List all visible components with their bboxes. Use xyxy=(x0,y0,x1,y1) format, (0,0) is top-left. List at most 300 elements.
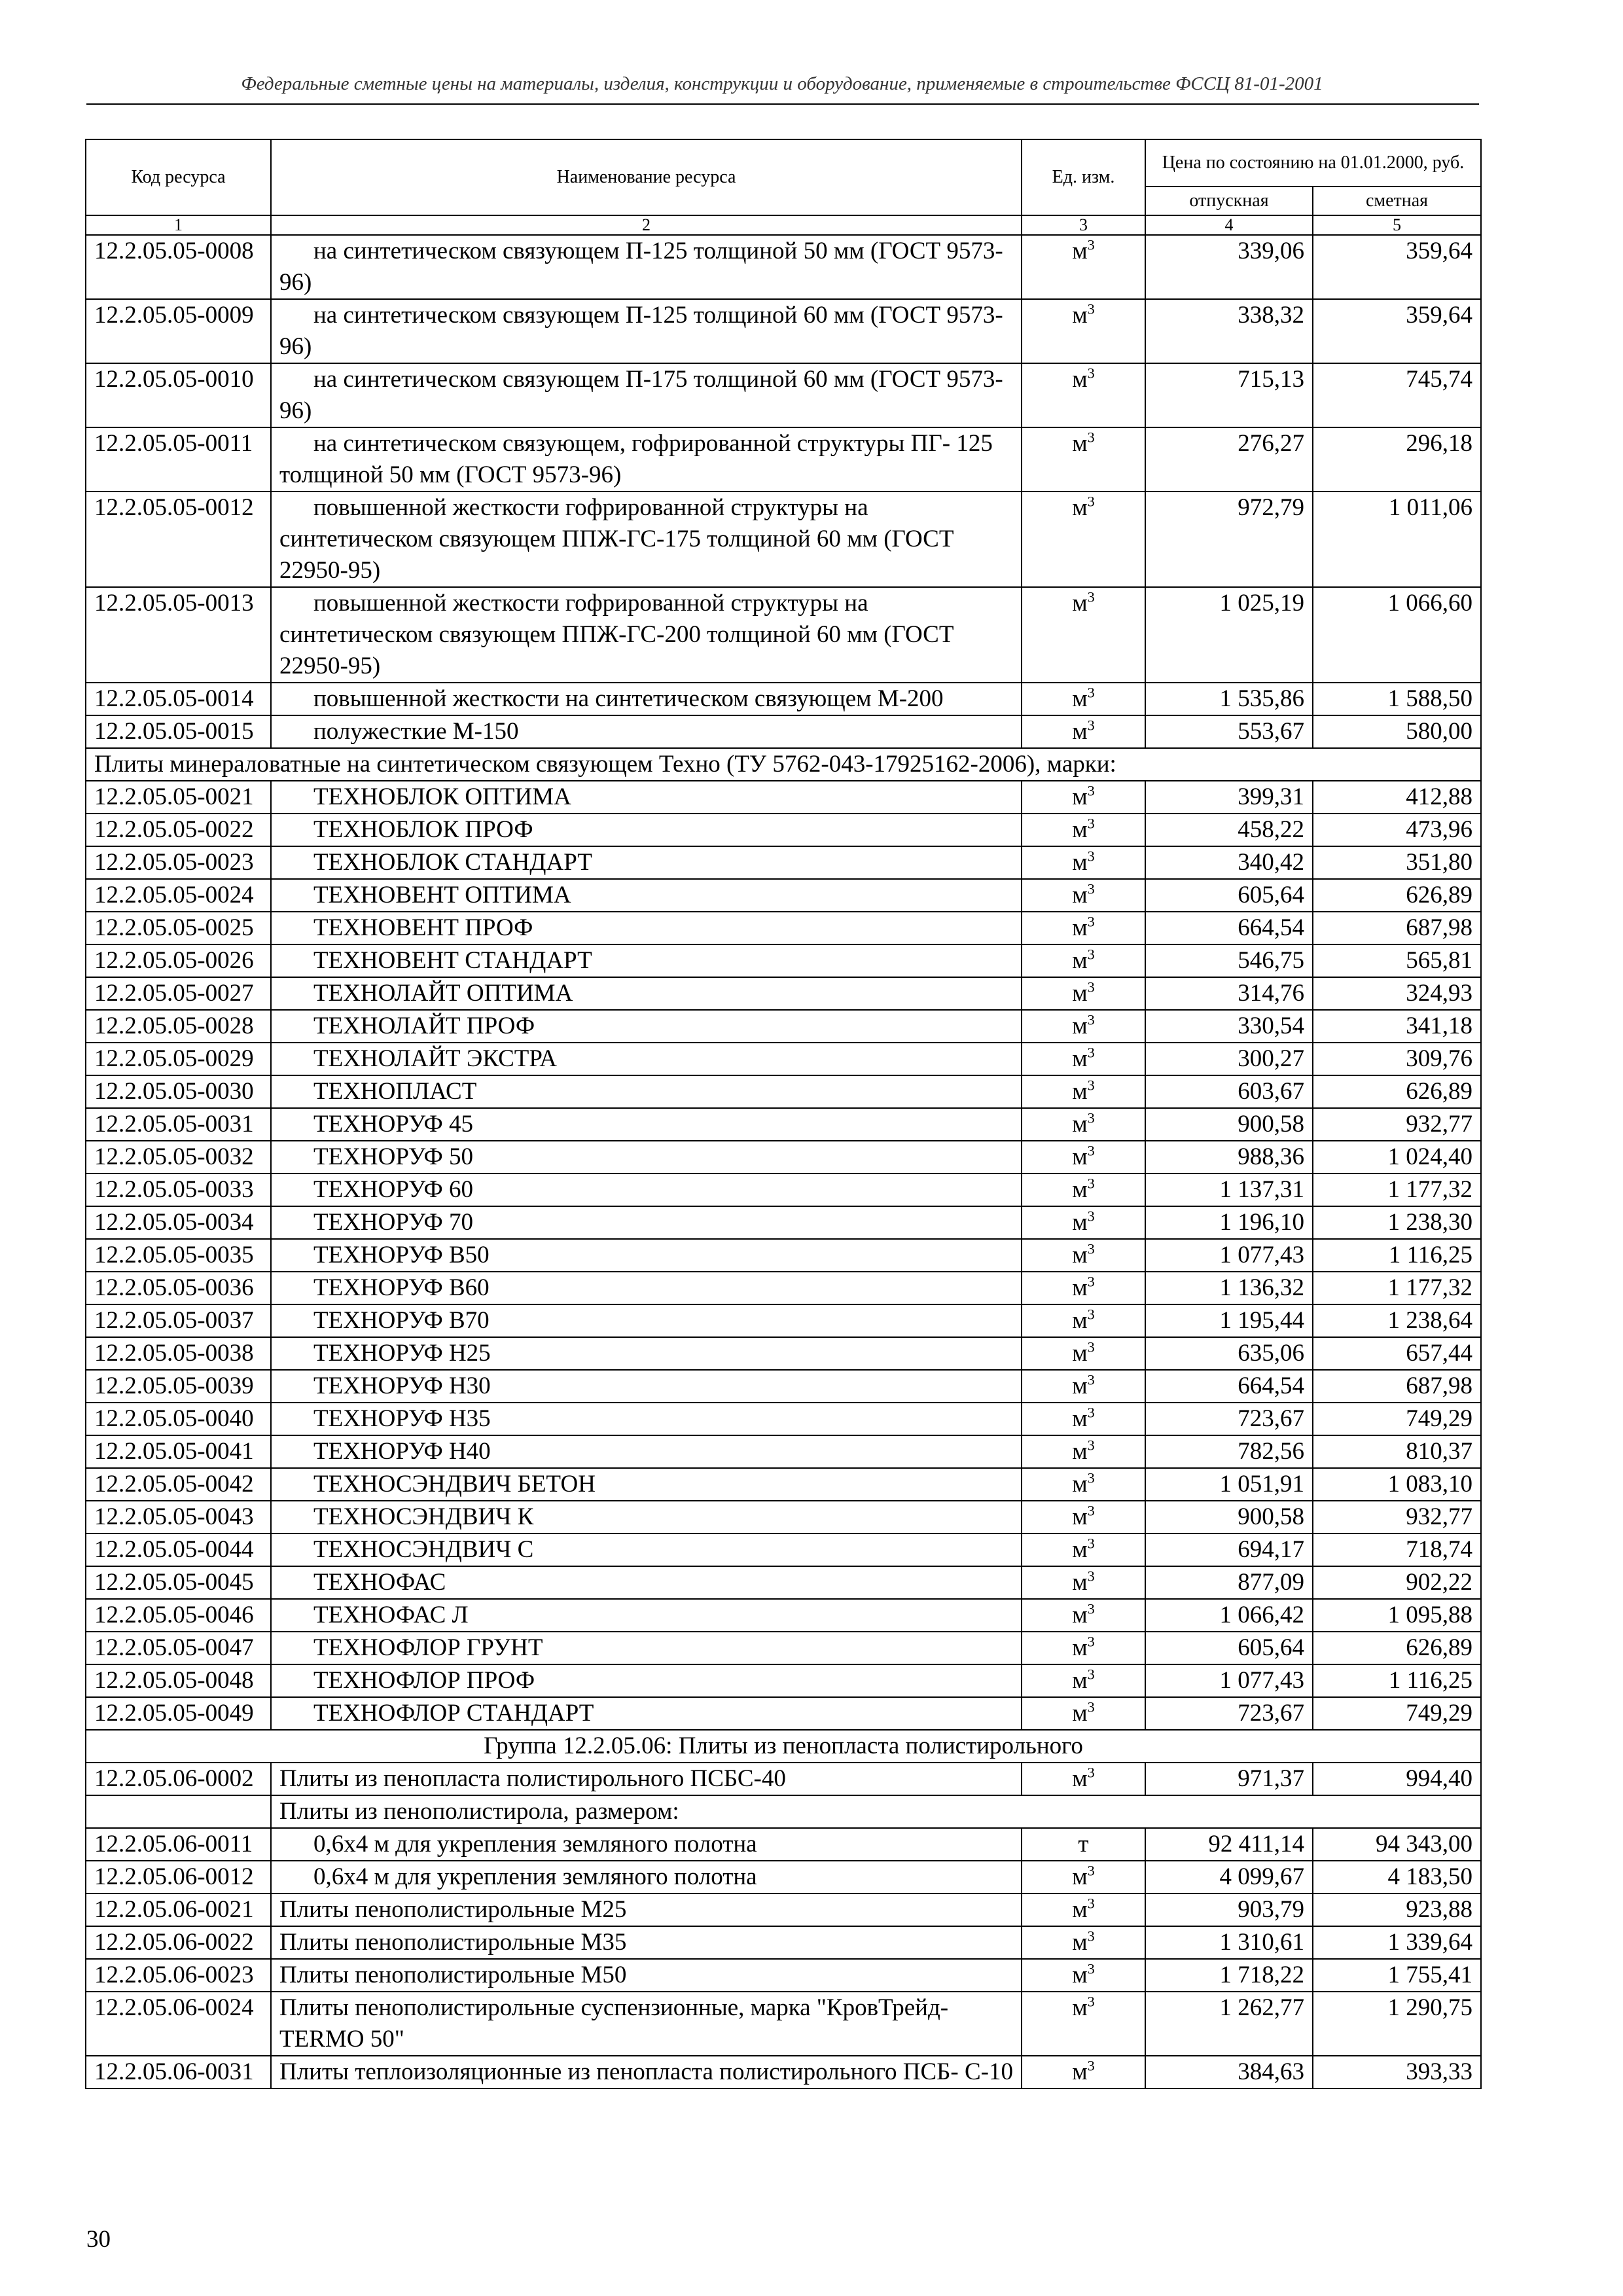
resource-name: ТЕХНОСЭНДВИЧ К xyxy=(271,1501,1022,1534)
table-row xyxy=(86,1239,1481,1272)
resource-code: 12.2.05.05-0035 xyxy=(86,1239,271,1272)
resource-name: ТЕХНОСЭНДВИЧ С xyxy=(271,1534,1022,1566)
table-row xyxy=(86,1893,1481,1926)
unit-label: м xyxy=(1072,1242,1088,1268)
release-price: 605,64 xyxy=(1145,879,1313,912)
unit-cell xyxy=(1022,1403,1145,1435)
column-number: 4 xyxy=(1145,215,1313,235)
unit-label: м xyxy=(1072,1405,1088,1432)
release-price: 1 025,19 xyxy=(1145,587,1313,683)
resource-code: 12.2.05.05-0046 xyxy=(86,1599,271,1632)
unit-label: м xyxy=(1072,494,1088,521)
unit-label: м xyxy=(1072,783,1088,810)
header-code: Код ресурса xyxy=(86,139,271,215)
unit-exponent: 3 xyxy=(1087,1568,1095,1585)
unit-label: м xyxy=(1072,718,1088,745)
release-price: 92 411,14 xyxy=(1145,1828,1313,1861)
release-price: 4 099,67 xyxy=(1145,1861,1313,1893)
table-row xyxy=(86,683,1481,715)
resource-code: 12.2.05.05-0034 xyxy=(86,1206,271,1239)
unit-label: м xyxy=(1072,238,1088,264)
resource-name: Плиты теплоизоляционные из пенопласта полистирольного ПСБ- С-10 xyxy=(271,2056,1022,2089)
unit-exponent: 3 xyxy=(1087,946,1095,963)
unit-label: м xyxy=(1072,1471,1088,1498)
estimate-price: 902,22 xyxy=(1313,1566,1481,1599)
release-price: 988,36 xyxy=(1145,1141,1313,1174)
unit-cell xyxy=(1022,1174,1145,1206)
table-row xyxy=(86,1566,1481,1599)
resource-name: ТЕХНОРУФ 45 xyxy=(271,1108,1022,1141)
header-estimate-price: сметная xyxy=(1313,187,1481,215)
release-price: 1 077,43 xyxy=(1145,1239,1313,1272)
table-row xyxy=(86,846,1481,879)
column-number: 3 xyxy=(1022,215,1145,235)
unit-label: м xyxy=(1072,1602,1088,1628)
estimate-price: 1 238,64 xyxy=(1313,1304,1481,1337)
estimate-price: 687,98 xyxy=(1313,912,1481,944)
release-price: 1 066,42 xyxy=(1145,1599,1313,1632)
resource-name: на синтетическом связующем, гофрированной структуры ПГ- 125 толщиной 50 мм (ГОСТ 9573-96) xyxy=(271,427,1022,492)
table-row xyxy=(86,1010,1481,1043)
empty-code-cell xyxy=(86,1795,271,1828)
unit-exponent: 3 xyxy=(1087,1273,1095,1290)
unit-cell xyxy=(1022,1206,1145,1239)
release-price: 339,06 xyxy=(1145,235,1313,299)
resource-name: ТЕХНОЛАЙТ ОПТИМА xyxy=(271,977,1022,1010)
unit-exponent: 3 xyxy=(1087,588,1095,605)
resource-code: 12.2.05.06-0012 xyxy=(86,1861,271,1893)
release-price: 1 535,86 xyxy=(1145,683,1313,715)
release-price: 553,67 xyxy=(1145,715,1313,748)
unit-exponent: 3 xyxy=(1087,1502,1095,1519)
table-row xyxy=(86,1403,1481,1435)
unit-label: м xyxy=(1072,1078,1088,1105)
release-price: 314,76 xyxy=(1145,977,1313,1010)
unit-exponent: 3 xyxy=(1087,1371,1095,1388)
release-price: 1 195,44 xyxy=(1145,1304,1313,1337)
resource-name: ТЕХНОБЛОК ОПТИМА xyxy=(271,781,1022,814)
release-price: 1 196,10 xyxy=(1145,1206,1313,1239)
release-price: 635,06 xyxy=(1145,1337,1313,1370)
unit-exponent: 3 xyxy=(1087,1208,1095,1225)
release-price: 399,31 xyxy=(1145,781,1313,814)
unit-cell xyxy=(1022,1010,1145,1043)
release-price: 972,79 xyxy=(1145,492,1313,587)
unit-label: м xyxy=(1072,1896,1088,1923)
resource-name: ТЕХНОРУФ 60 xyxy=(271,1174,1022,1206)
subheading-row xyxy=(86,1795,1481,1828)
unit-cell xyxy=(1022,1926,1145,1959)
estimate-price: 1 066,60 xyxy=(1313,587,1481,683)
estimate-price: 393,33 xyxy=(1313,2056,1481,2089)
unit-label: м xyxy=(1072,1176,1088,1203)
unit-cell xyxy=(1022,715,1145,748)
release-price: 900,58 xyxy=(1145,1501,1313,1534)
release-price: 340,42 xyxy=(1145,846,1313,879)
release-price: 605,64 xyxy=(1145,1632,1313,1664)
resource-code: 12.2.05.06-0022 xyxy=(86,1926,271,1959)
resource-code: 12.2.05.05-0042 xyxy=(86,1468,271,1501)
resource-code: 12.2.05.05-0040 xyxy=(86,1403,271,1435)
unit-cell xyxy=(1022,1272,1145,1304)
resource-code: 12.2.05.05-0022 xyxy=(86,814,271,846)
unit-label: м xyxy=(1072,1111,1088,1138)
resource-name: ТЕХНОВЕНТ СТАНДАРТ xyxy=(271,944,1022,977)
unit-cell xyxy=(1022,299,1145,363)
estimate-price: 1 116,25 xyxy=(1313,1239,1481,1272)
unit-exponent: 3 xyxy=(1087,815,1095,832)
subheading: Плиты из пенополистирола, размером: xyxy=(271,1795,1481,1828)
unit-cell xyxy=(1022,781,1145,814)
unit-label: м xyxy=(1072,914,1088,941)
estimate-price: 1 116,25 xyxy=(1313,1664,1481,1697)
estimate-price: 657,44 xyxy=(1313,1337,1481,1370)
unit-cell xyxy=(1022,1763,1145,1795)
unit-cell xyxy=(1022,1992,1145,2056)
table-row xyxy=(86,1435,1481,1468)
estimate-price: 94 343,00 xyxy=(1313,1828,1481,1861)
estimate-price: 296,18 xyxy=(1313,427,1481,492)
release-price: 723,67 xyxy=(1145,1697,1313,1730)
table-row xyxy=(86,1861,1481,1893)
estimate-price: 359,64 xyxy=(1313,299,1481,363)
resource-name: Плиты пенополистирольные М35 xyxy=(271,1926,1022,1959)
page-number: 30 xyxy=(86,2226,111,2253)
table-row xyxy=(86,1501,1481,1534)
resource-name: ТЕХНОРУФ В70 xyxy=(271,1304,1022,1337)
resource-code: 12.2.05.05-0038 xyxy=(86,1337,271,1370)
unit-exponent: 3 xyxy=(1087,1666,1095,1683)
resource-code: 12.2.05.06-0011 xyxy=(86,1828,271,1861)
unit-cell xyxy=(1022,1632,1145,1664)
release-price: 903,79 xyxy=(1145,1893,1313,1926)
release-price: 1 310,61 xyxy=(1145,1926,1313,1959)
unit-label: м xyxy=(1072,1274,1088,1301)
release-price: 877,09 xyxy=(1145,1566,1313,1599)
release-price: 971,37 xyxy=(1145,1763,1313,1795)
resource-code: 12.2.05.05-0049 xyxy=(86,1697,271,1730)
resource-name: повышенной жесткости гофрированной структуры на синтетическом связующем ППЖ-ГС-175 толщиной 60 мм (ГОСТ 22950-95) xyxy=(271,492,1022,587)
resource-code: 12.2.05.05-0047 xyxy=(86,1632,271,1664)
unit-exponent: 3 xyxy=(1087,493,1095,510)
unit-label: м xyxy=(1072,2058,1088,2085)
resource-code: 12.2.05.05-0028 xyxy=(86,1010,271,1043)
subheading-row xyxy=(86,748,1481,781)
resource-name: повышенной жесткости на синтетическом связующем М-200 xyxy=(271,683,1022,715)
unit-label: м xyxy=(1072,816,1088,843)
unit-exponent: 3 xyxy=(1087,1240,1095,1257)
column-number: 2 xyxy=(271,215,1022,235)
unit-label: м xyxy=(1072,366,1088,393)
unit-exponent: 3 xyxy=(1087,429,1095,446)
resource-name: ТЕХНОРУФ Н40 xyxy=(271,1435,1022,1468)
resource-name: на синтетическом связующем П-125 толщиной 60 мм (ГОСТ 9573-96) xyxy=(271,299,1022,363)
estimate-price: 1 290,75 xyxy=(1313,1992,1481,2056)
estimate-price: 1 238,30 xyxy=(1313,1206,1481,1239)
resource-code: 12.2.05.05-0037 xyxy=(86,1304,271,1337)
release-price: 1 137,31 xyxy=(1145,1174,1313,1206)
table-row xyxy=(86,781,1481,814)
estimate-price: 351,80 xyxy=(1313,846,1481,879)
table-row xyxy=(86,1337,1481,1370)
resource-code: 12.2.05.06-0023 xyxy=(86,1959,271,1992)
unit-label: м xyxy=(1072,1667,1088,1694)
header-release-price: отпускная xyxy=(1145,187,1313,215)
table-row xyxy=(86,2056,1481,2089)
release-price: 664,54 xyxy=(1145,1370,1313,1403)
release-price: 384,63 xyxy=(1145,2056,1313,2089)
unit-exponent: 3 xyxy=(1087,1633,1095,1650)
unit-cell xyxy=(1022,1697,1145,1730)
resource-name: Плиты пенополистирольные М50 xyxy=(271,1959,1022,1992)
estimate-price: 341,18 xyxy=(1313,1010,1481,1043)
table-row xyxy=(86,1828,1481,1861)
unit-cell xyxy=(1022,1337,1145,1370)
unit-label: м xyxy=(1072,1929,1088,1956)
unit-exponent: 3 xyxy=(1087,1928,1095,1945)
unit-cell xyxy=(1022,1599,1145,1632)
unit-cell xyxy=(1022,1534,1145,1566)
unit-exponent: 3 xyxy=(1087,1404,1095,1421)
resource-code: 12.2.05.05-0033 xyxy=(86,1174,271,1206)
unit-cell xyxy=(1022,846,1145,879)
unit-exponent: 3 xyxy=(1087,880,1095,897)
estimate-price: 626,89 xyxy=(1313,1075,1481,1108)
unit-cell xyxy=(1022,1370,1145,1403)
table-row xyxy=(86,587,1481,683)
resource-name: ТЕХНОРУФ 70 xyxy=(271,1206,1022,1239)
unit-cell xyxy=(1022,1501,1145,1534)
resource-name: повышенной жесткости гофрированной структуры на синтетическом связующем ППЖ-ГС-200 толщиной 60 мм (ГОСТ 22950-95) xyxy=(271,587,1022,683)
release-price: 900,58 xyxy=(1145,1108,1313,1141)
unit-cell xyxy=(1022,683,1145,715)
unit-label: м xyxy=(1072,1569,1088,1596)
unit-cell xyxy=(1022,1566,1145,1599)
resource-code: 12.2.05.05-0024 xyxy=(86,879,271,912)
release-price: 1 262,77 xyxy=(1145,1992,1313,2056)
table-row xyxy=(86,1043,1481,1075)
unit-exponent: 3 xyxy=(1087,1895,1095,1912)
unit-label: м xyxy=(1072,1994,1088,2021)
resource-code: 12.2.05.05-0010 xyxy=(86,363,271,427)
running-header: Федеральные сметные цены на материалы, изделия, конструкции и оборудование, применяемые в строительстве ФССЦ 81-01-2001 xyxy=(241,73,1323,94)
estimate-price: 687,98 xyxy=(1313,1370,1481,1403)
resource-code: 12.2.05.05-0026 xyxy=(86,944,271,977)
unit-cell xyxy=(1022,1959,1145,1992)
estimate-price: 626,89 xyxy=(1313,879,1481,912)
unit-exponent: 3 xyxy=(1087,1306,1095,1323)
unit-exponent: 3 xyxy=(1087,1011,1095,1028)
estimate-price: 749,29 xyxy=(1313,1697,1481,1730)
table-header xyxy=(86,139,1481,235)
resource-name: ТЕХНОБЛОК ПРОФ xyxy=(271,814,1022,846)
unit-exponent: 3 xyxy=(1087,1044,1095,1061)
table-row xyxy=(86,1468,1481,1501)
unit-cell xyxy=(1022,1828,1145,1861)
resource-name: ТЕХНОРУФ Н35 xyxy=(271,1403,1022,1435)
unit-label: м xyxy=(1072,1307,1088,1334)
unit-exponent: 3 xyxy=(1087,1077,1095,1094)
unit-label: м xyxy=(1072,947,1088,974)
unit-exponent: 3 xyxy=(1087,1960,1095,1977)
estimate-price: 1 083,10 xyxy=(1313,1468,1481,1501)
column-number: 5 xyxy=(1313,215,1481,235)
table-row xyxy=(86,235,1481,299)
unit-cell xyxy=(1022,1043,1145,1075)
unit-cell xyxy=(1022,2056,1145,2089)
estimate-price: 1 177,32 xyxy=(1313,1272,1481,1304)
unit-label: м xyxy=(1072,685,1088,712)
unit-label: м xyxy=(1072,1438,1088,1465)
release-price: 603,67 xyxy=(1145,1075,1313,1108)
table-body xyxy=(86,235,1481,2089)
table-row xyxy=(86,427,1481,492)
unit-label: м xyxy=(1072,1209,1088,1236)
estimate-price: 565,81 xyxy=(1313,944,1481,977)
release-price: 715,13 xyxy=(1145,363,1313,427)
table-row xyxy=(86,492,1481,587)
unit-exponent: 3 xyxy=(1087,1437,1095,1454)
unit-exponent: 3 xyxy=(1087,236,1095,253)
resource-name: ТЕХНОСЭНДВИЧ БЕТОН xyxy=(271,1468,1022,1501)
unit-label: м xyxy=(1072,1340,1088,1367)
table-row xyxy=(86,1108,1481,1141)
unit-cell xyxy=(1022,1468,1145,1501)
unit-label: м xyxy=(1072,1700,1088,1727)
resource-code: 12.2.05.05-0021 xyxy=(86,781,271,814)
table-row xyxy=(86,1992,1481,2056)
resource-code: 12.2.05.05-0027 xyxy=(86,977,271,1010)
resource-code: 12.2.05.05-0015 xyxy=(86,715,271,748)
resource-name: ТЕХНОПЛАСТ xyxy=(271,1075,1022,1108)
unit-label: м xyxy=(1072,1536,1088,1563)
table-row xyxy=(86,879,1481,912)
table-row xyxy=(86,1370,1481,1403)
resource-code: 12.2.05.05-0045 xyxy=(86,1566,271,1599)
unit-cell xyxy=(1022,587,1145,683)
table-row xyxy=(86,1075,1481,1108)
release-price: 330,54 xyxy=(1145,1010,1313,1043)
estimate-price: 994,40 xyxy=(1313,1763,1481,1795)
resource-code: 12.2.05.05-0044 xyxy=(86,1534,271,1566)
estimate-price: 745,74 xyxy=(1313,363,1481,427)
resource-code: 12.2.05.05-0009 xyxy=(86,299,271,363)
unit-label: м xyxy=(1072,1503,1088,1530)
resource-name: на синтетическом связующем П-175 толщиной 60 мм (ГОСТ 9573-96) xyxy=(271,363,1022,427)
resource-name: ТЕХНОБЛОК СТАНДАРТ xyxy=(271,846,1022,879)
unit-label: м xyxy=(1072,1863,1088,1890)
resource-name: ТЕХНОФЛОР СТАНДАРТ xyxy=(271,1697,1022,1730)
resource-code: 12.2.05.05-0039 xyxy=(86,1370,271,1403)
release-price: 1 718,22 xyxy=(1145,1959,1313,1992)
unit-cell xyxy=(1022,427,1145,492)
unit-label: м xyxy=(1072,1765,1088,1792)
resource-code: 12.2.05.05-0030 xyxy=(86,1075,271,1108)
table-row xyxy=(86,1141,1481,1174)
estimate-price: 1 588,50 xyxy=(1313,683,1481,715)
unit-exponent: 3 xyxy=(1087,717,1095,734)
resource-code: 12.2.05.05-0032 xyxy=(86,1141,271,1174)
group-heading-row xyxy=(86,1730,1481,1763)
table-row xyxy=(86,1959,1481,1992)
release-price: 300,27 xyxy=(1145,1043,1313,1075)
estimate-price: 718,74 xyxy=(1313,1534,1481,1566)
table-row xyxy=(86,1534,1481,1566)
release-price: 546,75 xyxy=(1145,944,1313,977)
unit-exponent: 3 xyxy=(1087,848,1095,865)
header-rule xyxy=(86,103,1479,105)
unit-label: м xyxy=(1072,882,1088,908)
unit-exponent: 3 xyxy=(1087,1600,1095,1617)
estimate-price: 810,37 xyxy=(1313,1435,1481,1468)
estimate-price: 923,88 xyxy=(1313,1893,1481,1926)
release-price: 664,54 xyxy=(1145,912,1313,944)
resource-code: 12.2.05.06-0002 xyxy=(86,1763,271,1795)
table-row xyxy=(86,814,1481,846)
unit-exponent: 3 xyxy=(1087,913,1095,930)
column-number: 1 xyxy=(86,215,271,235)
header-unit: Ед. изм. xyxy=(1022,139,1145,215)
resource-code: 12.2.05.05-0011 xyxy=(86,427,271,492)
resource-code: 12.2.05.05-0048 xyxy=(86,1664,271,1697)
release-price: 694,17 xyxy=(1145,1534,1313,1566)
release-price: 276,27 xyxy=(1145,427,1313,492)
unit-cell xyxy=(1022,492,1145,587)
unit-cell xyxy=(1022,1075,1145,1108)
unit-cell xyxy=(1022,235,1145,299)
estimate-price: 412,88 xyxy=(1313,781,1481,814)
unit-cell xyxy=(1022,1108,1145,1141)
unit-label: м xyxy=(1072,1372,1088,1399)
table-row xyxy=(86,1304,1481,1337)
unit-exponent: 3 xyxy=(1087,1142,1095,1159)
resource-name: ТЕХНОФАС Л xyxy=(271,1599,1022,1632)
resource-code: 12.2.05.06-0024 xyxy=(86,1992,271,2056)
unit-cell xyxy=(1022,1664,1145,1697)
estimate-price: 932,77 xyxy=(1313,1501,1481,1534)
table-row xyxy=(86,1697,1481,1730)
release-price: 723,67 xyxy=(1145,1403,1313,1435)
resource-code: 12.2.05.05-0043 xyxy=(86,1501,271,1534)
table-row xyxy=(86,1206,1481,1239)
unit-exponent: 3 xyxy=(1087,1698,1095,1715)
resource-name: на синтетическом связующем П-125 толщиной 50 мм (ГОСТ 9573-96) xyxy=(271,235,1022,299)
resource-name: ТЕХНОРУФ Н30 xyxy=(271,1370,1022,1403)
unit-exponent: 3 xyxy=(1087,2057,1095,2074)
unit-label: м xyxy=(1072,1045,1088,1072)
table-row xyxy=(86,1763,1481,1795)
resource-name: ТЕХНОФЛОР ГРУНТ xyxy=(271,1632,1022,1664)
estimate-price: 932,77 xyxy=(1313,1108,1481,1141)
unit-exponent: 3 xyxy=(1087,782,1095,799)
unit-cell xyxy=(1022,944,1145,977)
unit-cell xyxy=(1022,1861,1145,1893)
unit-exponent: 3 xyxy=(1087,1338,1095,1355)
resource-name: ТЕХНОРУФ Н25 xyxy=(271,1337,1022,1370)
unit-label: м xyxy=(1072,590,1088,617)
estimate-price: 749,29 xyxy=(1313,1403,1481,1435)
unit-label: т xyxy=(1078,1831,1089,1857)
estimate-price: 359,64 xyxy=(1313,235,1481,299)
unit-exponent: 3 xyxy=(1087,1109,1095,1126)
resource-name: Плиты из пенопласта полистирольного ПСБС-40 xyxy=(271,1763,1022,1795)
subheading: Плиты минераловатные на синтетическом связующем Техно (ТУ 5762-043-17925162-2006), марки: xyxy=(86,748,1481,781)
unit-cell xyxy=(1022,1239,1145,1272)
unit-cell xyxy=(1022,1435,1145,1468)
unit-exponent: 3 xyxy=(1087,365,1095,382)
release-price: 782,56 xyxy=(1145,1435,1313,1468)
resource-name: ТЕХНОРУФ В60 xyxy=(271,1272,1022,1304)
